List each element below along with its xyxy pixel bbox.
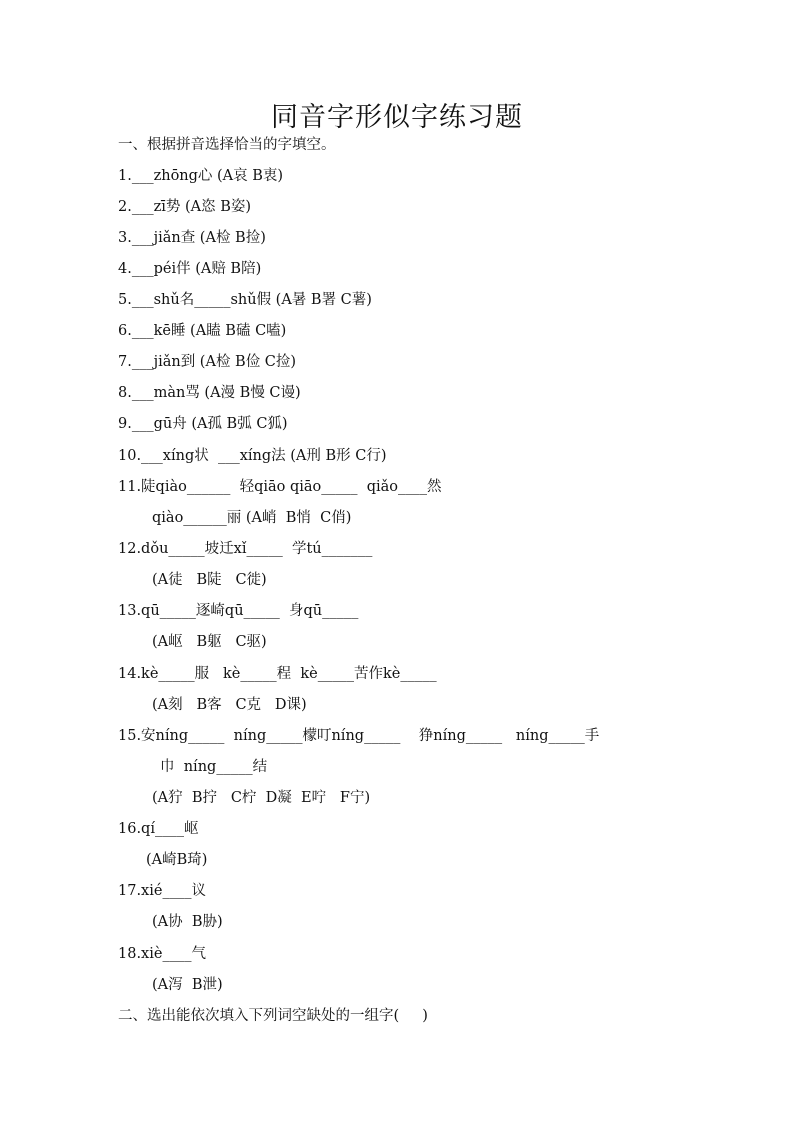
section-1-heading: 一、根据拼音选择恰当的字填空。 bbox=[118, 137, 336, 153]
question-14-options: (A刻 B客 C克 D课) bbox=[152, 697, 307, 713]
question-6: 6.___kē睡 (A瞌 B磕 C嗑) bbox=[118, 323, 287, 339]
question-9: 9.___gū舟 (A孤 B弧 C狐) bbox=[118, 416, 288, 432]
question-17: 17.xié____议 bbox=[118, 883, 206, 899]
question-16-options: (A崎B琦) bbox=[146, 852, 208, 868]
question-5: 5.___shǔ名_____shǔ假 (A暑 B署 C薯) bbox=[118, 292, 372, 308]
question-18-options: (A泻 B泄) bbox=[152, 977, 223, 993]
question-10: 10.___xíng状 ___xíng法 (A刑 B形 C行) bbox=[118, 448, 387, 464]
question-13-options: (A岖 B躯 C驱) bbox=[152, 634, 267, 650]
section-2-heading: 二、选出能依次填入下列词空缺处的一组字( ) bbox=[118, 1008, 428, 1024]
question-11: 11.陡qiào______ 轻qiāo qiāo_____ qiǎo____然 bbox=[118, 479, 442, 495]
question-13: 13.qū_____逐崎qū_____ 身qū_____ bbox=[118, 603, 359, 619]
question-16: 16.qí____岖 bbox=[118, 821, 199, 837]
question-3: 3.___jiǎn查 (A检 B捡) bbox=[118, 230, 266, 246]
question-2: 2.___zī势 (A恣 B姿) bbox=[118, 199, 252, 215]
page-title: 同音字形似字练习题 bbox=[271, 102, 523, 133]
question-7: 7.___jiǎn到 (A检 B俭 C捡) bbox=[118, 354, 297, 370]
question-14: 14.kè_____服 kè_____程 kè_____苦作kè_____ bbox=[118, 666, 437, 682]
question-4: 4.___péi伴 (A赔 B陪) bbox=[118, 261, 262, 277]
question-12: 12.dǒu_____坡迁xǐ_____ 学tú_______ bbox=[118, 541, 373, 557]
question-18: 18.xiè____气 bbox=[118, 946, 206, 962]
question-15-options: (A狞 B拧 C柠 D凝 E咛 F宁) bbox=[152, 790, 371, 806]
question-12-options: (A徒 B陡 C徙) bbox=[152, 572, 267, 588]
question-15: 15.安níng_____ níng_____檬叮níng_____ 狰níng_____ níng_____手 bbox=[118, 728, 600, 744]
question-8: 8.___màn骂 (A漫 B慢 C谩) bbox=[118, 385, 301, 401]
question-15-cont: 巾 níng_____结 bbox=[160, 759, 268, 775]
question-1: 1.___zhōng心 (A哀 B衷) bbox=[118, 168, 284, 184]
question-17-options: (A协 B胁) bbox=[152, 914, 223, 930]
question-11-cont: qiào______丽 (A峭 B悄 C俏) bbox=[152, 510, 352, 526]
